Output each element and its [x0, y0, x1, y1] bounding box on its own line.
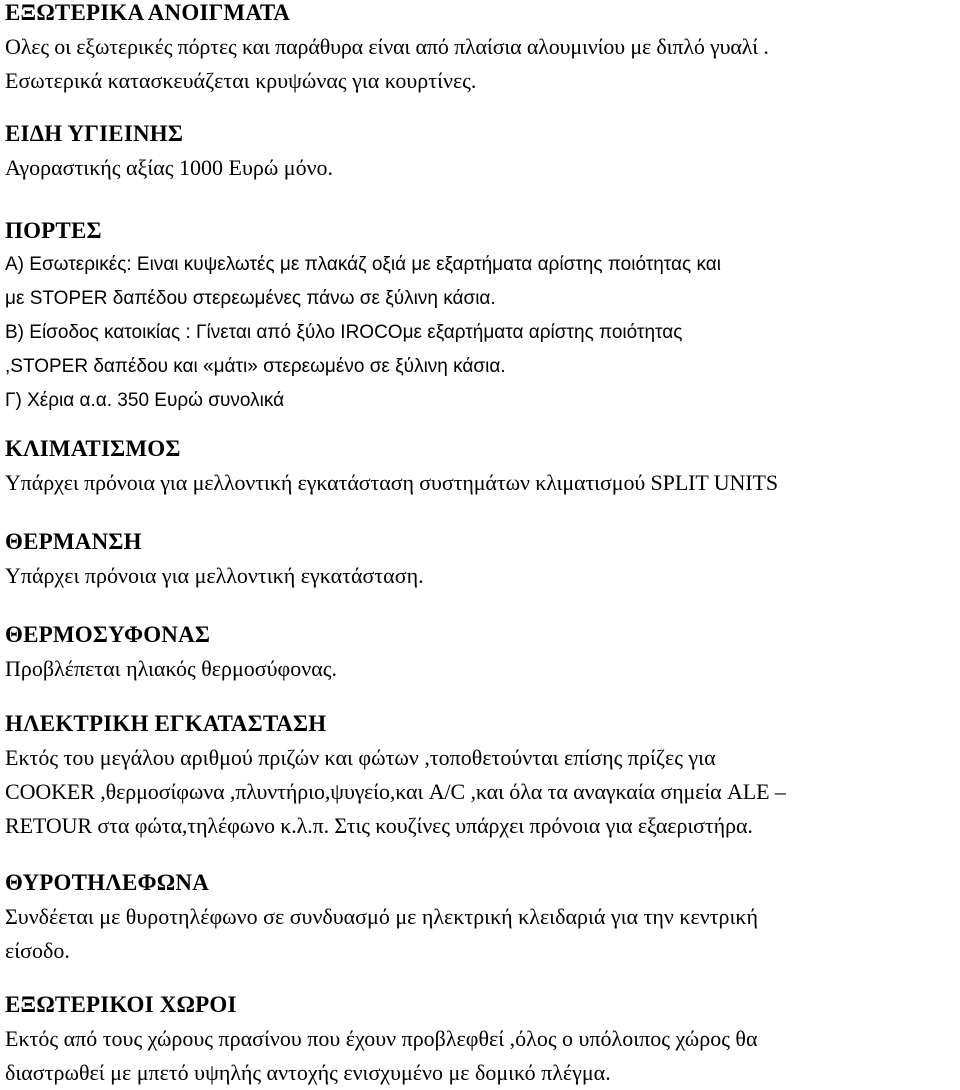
section-heating	[5, 525, 960, 593]
section-electrical-installation	[5, 707, 960, 843]
section-exterior-openings	[5, 0, 960, 98]
paragraph-line: COOKER ,θερμοσίφωνα ,πλυντήριο,ψυγείο,και A/C ,και όλα τα αναγκαία σημεία ALE –	[5, 779, 786, 804]
section-heading: ΚΛΙΜΑΤΙΣΜΟΣ	[5, 436, 181, 461]
section-water-heater	[5, 618, 960, 686]
paragraph-line: Προβλέπεται ηλιακός θερμοσύφονας.	[5, 656, 337, 681]
paragraph-line: Εσωτερικά κατασκευάζεται κρυψώνας για κουρτίνες.	[5, 68, 477, 93]
paragraph-line: Ολες οι εξωτερικές πόρτες και παράθυρα είναι από πλαίσια αλουμινίου με διπλό γυαλί .	[5, 34, 769, 59]
paragraph-line: Εκτός του μεγάλου αριθμού πριζών και φώτων ,τοποθετούνται επίσης πρίζες για	[5, 745, 716, 770]
paragraph-line: Α) Εσωτερικές: Ειναι κυψελωτές με πλακάζ οξιά με εξαρτήματα αρίστης ποιότητας και	[5, 254, 721, 275]
section-heading: ΘΕΡΜΟΣΥΦΟΝΑΣ	[5, 622, 211, 647]
section-heading: ΘΥΡΟΤΗΛΕΦΩΝΑ	[5, 870, 210, 895]
section-air-conditioning	[5, 432, 960, 500]
section-door-phones	[5, 866, 960, 968]
paragraph-line: Υπάρχει πρόνοια για μελλοντική εγκατάσταση συστημάτων κλιματισμού SPLIT UNITS	[5, 470, 778, 495]
paragraph-line: Εκτός από τους χώρους πρασίνου που έχουν προβλεφθεί ,όλος ο υπόλοιπος χώρος θα	[5, 1026, 758, 1051]
paragraph-line: RETOUR στα φώτα,τηλέφωνο κ.λ.π. Στις κουζίνες υπάρχει πρόνοια για εξαεριστήρα.	[5, 813, 753, 838]
paragraph-line: Αγοραστικής αξίας 1000 Ευρώ μόνο.	[5, 155, 334, 180]
paragraph-line: Συνδέεται με θυροτηλέφωνο σε συνδυασμό με ηλεκτρική κλειδαριά για την κεντρική	[5, 904, 758, 929]
section-heading: ΕΞΩΤΕΡΙΚΑ ΑΝΟΙΓΜΑΤΑ	[5, 0, 291, 25]
section-heading: ΠΟΡΤΕΣ	[5, 218, 102, 243]
paragraph-line: με STOPER δαπέδου στερεωμένες πάνω σε ξύλινη κάσια.	[5, 288, 496, 309]
section-doors	[5, 214, 960, 418]
paragraph-line: είσοδο.	[5, 938, 70, 963]
section-outdoor-areas	[5, 988, 960, 1090]
paragraph-line: Γ) Χέρια α.α. 350 Ευρώ συνολικά	[5, 390, 285, 411]
paragraph-line: Υπάρχει πρόνοια για μελλοντική εγκατάσταση.	[5, 563, 424, 588]
section-heading: ΕΙΔΗ ΥΓΙΕΙΝΗΣ	[5, 121, 184, 146]
paragraph-line: Β) Είσοδος κατοικίας : Γίνεται από ξύλο IROCOμε εξαρτήματα αρίστης ποιότητας	[5, 322, 683, 343]
section-heading: ΗΛΕΚΤΡΙΚΗ ΕΓΚΑΤΑΣΤΑΣΗ	[5, 711, 327, 736]
paragraph-line: ,STOPER δαπέδου και «μάτι» στερεωμένο σε ξύλινη κάσια.	[5, 356, 506, 377]
section-sanitary-ware	[5, 117, 960, 185]
section-heading: ΕΞΩΤΕΡΙΚΟΙ ΧΩΡΟΙ	[5, 992, 237, 1017]
paragraph-line: διαστρωθεί με μπετό υψηλής αντοχής ενισχυμένο με δομικό πλέγμα.	[5, 1060, 611, 1085]
section-heading: ΘΕΡΜΑΝΣΗ	[5, 529, 142, 554]
